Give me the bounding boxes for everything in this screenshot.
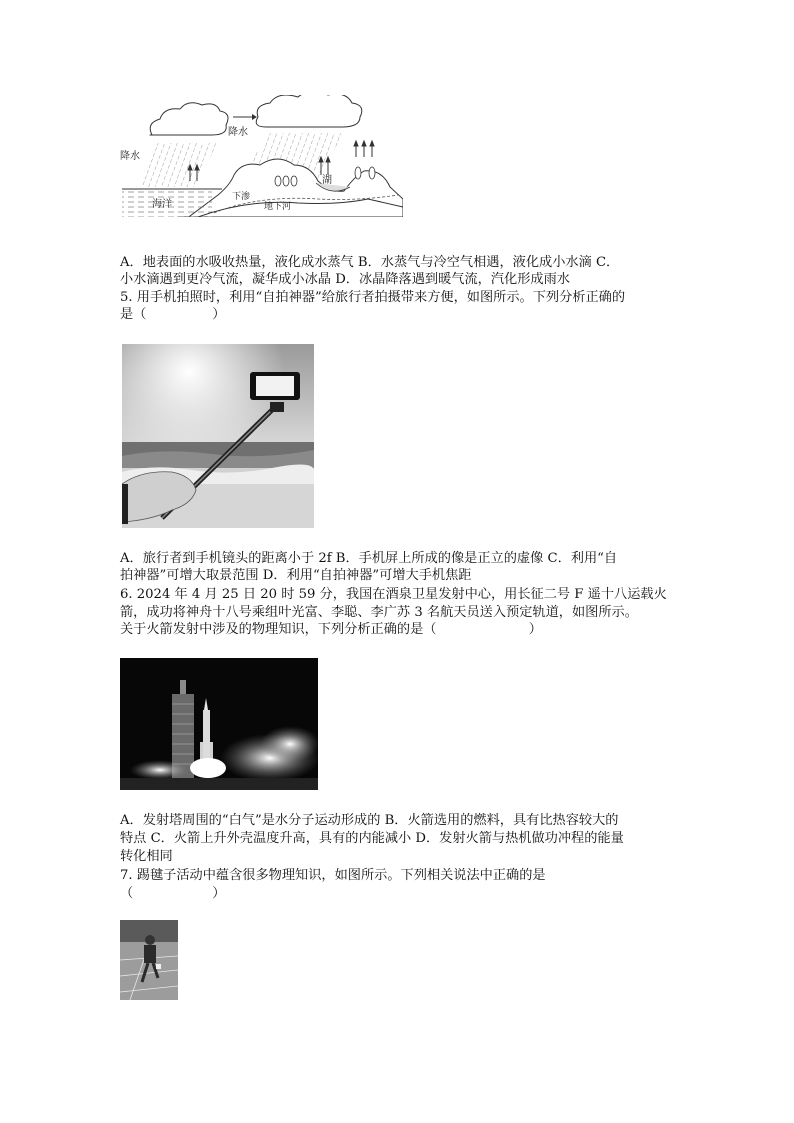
q6-stem-line-1: 6. 2024 年 4 月 25 日 20 时 59 分，我国在酒泉卫星发射中心，用长征二号 F 遥十八运载火 [120, 587, 667, 602]
q4-options-line-2: 小水滴遇到更冷气流，凝华成小冰晶 D．冰晶降落遇到暖气流，汽化形成雨水 [120, 272, 570, 287]
label-ocean: 海洋 [152, 199, 172, 210]
q5-options-line-1: A．旅行者到手机镜头的距离小于 2f B．手机屏上所成的像是正立的虚像 C．利用“自 [120, 551, 618, 566]
label-precip-left: 降水 [120, 151, 140, 162]
left-cloud [150, 103, 228, 135]
q6-options-line-2: 特点 C．火箭上升外壳温度升高，具有的内能减小 D．发射火箭与热机做功冲程的能量 [120, 831, 624, 846]
label-lake: 湖 [322, 175, 332, 186]
label-underground-river: 地下河 [264, 202, 292, 212]
label-seepage: 下渗 [232, 192, 251, 202]
right-cloud [256, 95, 362, 127]
label-precip-right: 降水 [228, 127, 248, 138]
q6-options-line-3: 转化相同 [120, 849, 173, 864]
q4-options-line-1: A．地表面的水吸收热量，液化成水蒸气 B．水蒸气与冷空气相遇，液化成小水滴 C． [120, 255, 620, 270]
rocket-launch-photo [120, 658, 318, 790]
q6-stem-line-2: 箭，成功将神舟十八号乘组叶光富、李聪、李广苏 3 名航天员送入预定轨道，如图所示。 [120, 605, 638, 620]
q5-options-line-2: 拍神器”可增大取景范围 D．利用“自拍神器”可增大手机焦距 [120, 568, 472, 583]
q7-stem-line-2: （ ） [120, 886, 226, 901]
selfie-stick-photo [122, 344, 314, 528]
q6-stem-line-3: 关于火箭发射中涉及的物理知识，下列分析正确的是（ ） [120, 622, 542, 637]
q6-options-line-1: A．发射塔周围的“白气”是水分子运动形成的 B．火箭选用的燃料，具有比热容较大的 [120, 813, 619, 828]
water-cycle-figure [118, 95, 403, 217]
q5-stem-line-2: 是（ ） [120, 307, 226, 322]
q7-stem-line-1: 7. 踢毽子活动中蕴含很多物理知识，如图所示。下列相关说法中正确的是 [120, 868, 546, 883]
shuttlecock-kicking-photo [120, 920, 178, 1000]
q5-stem-line-1: 5. 用手机拍照时，利用“自拍神器”给旅行者拍摄带来方便，如图所示。下列分析正确的 [120, 290, 626, 305]
